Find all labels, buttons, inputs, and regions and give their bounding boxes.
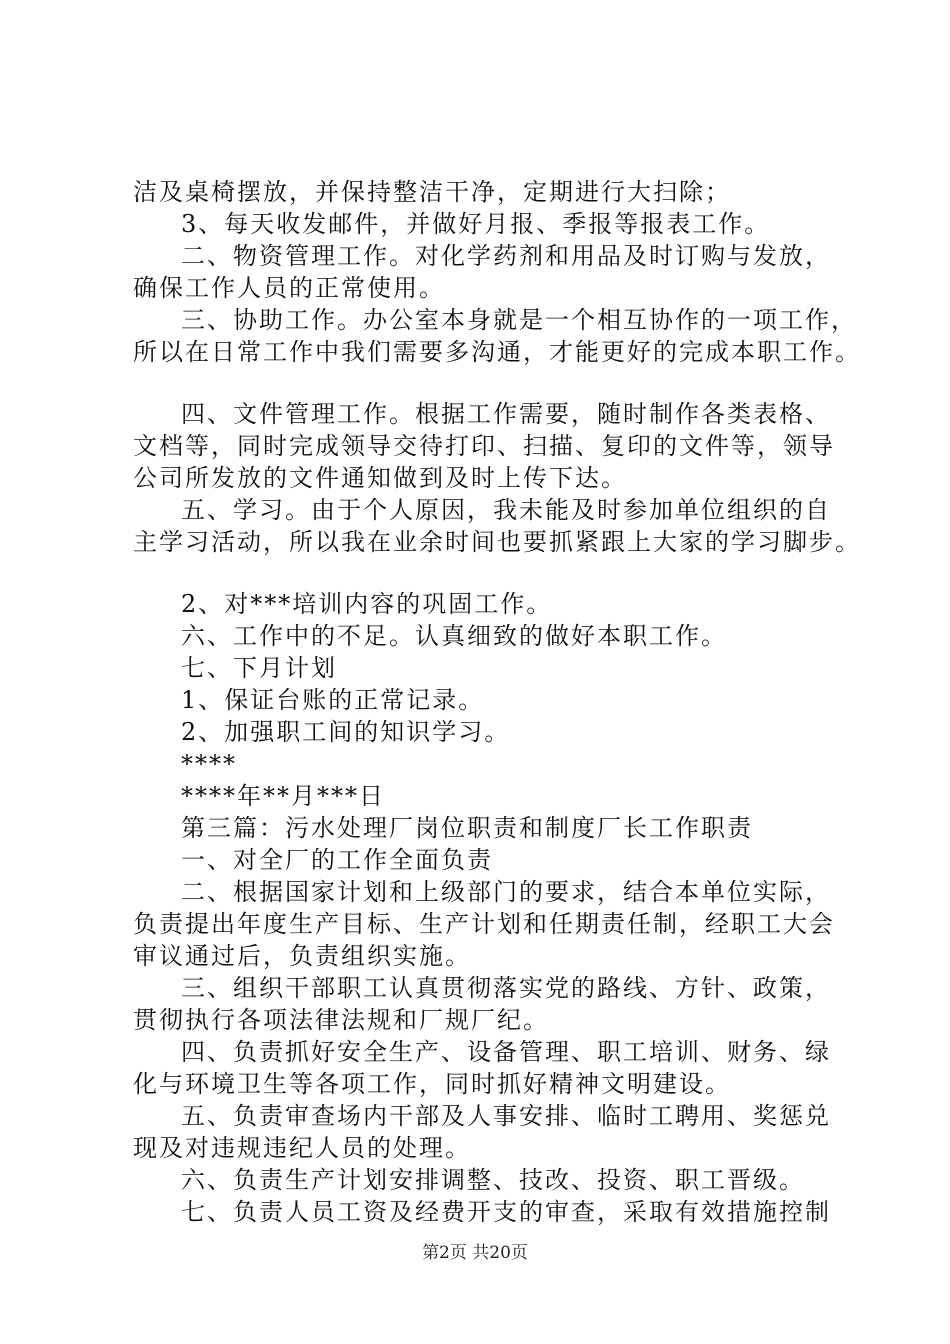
text-line: 洁及桌椅摆放，并保持整洁干净，定期进行大扫除；	[133, 178, 731, 206]
text-line: 所以在日常工作中我们需要多沟通，才能更好的完成本职工作。	[133, 338, 861, 366]
text-line: 六、工作中的不足。认真细致的做好本职工作。	[181, 622, 727, 650]
text-line: 负责提出年度生产目标、生产计划和任期责任制，经职工大会	[133, 910, 835, 938]
text-line: 六、负责生产计划安排调整、技改、投资、职工晋级。	[181, 1166, 805, 1194]
section-heading: 第三篇：污水处理厂岗位职责和制度厂长工作职责	[181, 814, 753, 842]
text-line: 贯彻执行各项法律法规和厂规厂纪。	[133, 1006, 549, 1034]
text-line: 主学习活动，所以我在业余时间也要抓紧跟上大家的学习脚步。	[133, 528, 861, 556]
text-line: 三、协助工作。办公室本身就是一个相互协作的一项工作，	[181, 306, 857, 334]
text-line: 四、文件管理工作。根据工作需要，随时制作各类表格、	[181, 400, 831, 428]
text-line: 3、每天收发邮件，并做好月报、季报等报表工作。	[181, 210, 771, 238]
text-line: 现及对违规违纪人员的处理。	[133, 1134, 471, 1162]
text-line: 公司所发放的文件通知做到及时上传下达。	[133, 464, 627, 492]
text-line: 1、保证台账的正常记录。	[181, 686, 485, 714]
text-line: 2、对***培训内容的巩固工作。	[181, 590, 553, 618]
text-line: ****年**月***日	[181, 782, 385, 810]
text-line: 五、负责审查场内干部及人事安排、临时工聘用、奖惩兑	[181, 1102, 831, 1130]
text-line: 五、学习。由于个人原因，我未能及时参加单位组织的自	[181, 496, 831, 524]
text-line: 二、根据国家计划和上级部门的要求，结合本单位实际，	[181, 878, 831, 906]
text-line: 文档等，同时完成领导交待打印、扫描、复印的文件等，领导	[133, 432, 835, 460]
text-line: ****	[181, 750, 237, 778]
text-line: 四、负责抓好安全生产、设备管理、职工培训、财务、绿	[181, 1038, 831, 1066]
text-line: 一、对全厂的工作全面负责	[181, 846, 493, 874]
text-line: 审议通过后，负责组织实施。	[133, 942, 471, 970]
text-line: 确保工作人员的正常使用。	[133, 274, 445, 302]
page-footer: 第2页 共20页	[422, 1243, 528, 1263]
text-line: 七、负责人员工资及经费开支的审查，采取有效措施控制	[181, 1198, 831, 1226]
text-line: 2、加强职工间的知识学习。	[181, 718, 511, 746]
text-line: 七、下月计划	[181, 654, 337, 682]
text-line: 三、组织干部职工认真贯彻落实党的路线、方针、政策，	[181, 974, 831, 1002]
text-line: 二、物资管理工作。对化学药剂和用品及时订购与发放，	[181, 242, 831, 270]
text-line: 化与环境卫生等各项工作，同时抓好精神文明建设。	[133, 1070, 731, 1098]
